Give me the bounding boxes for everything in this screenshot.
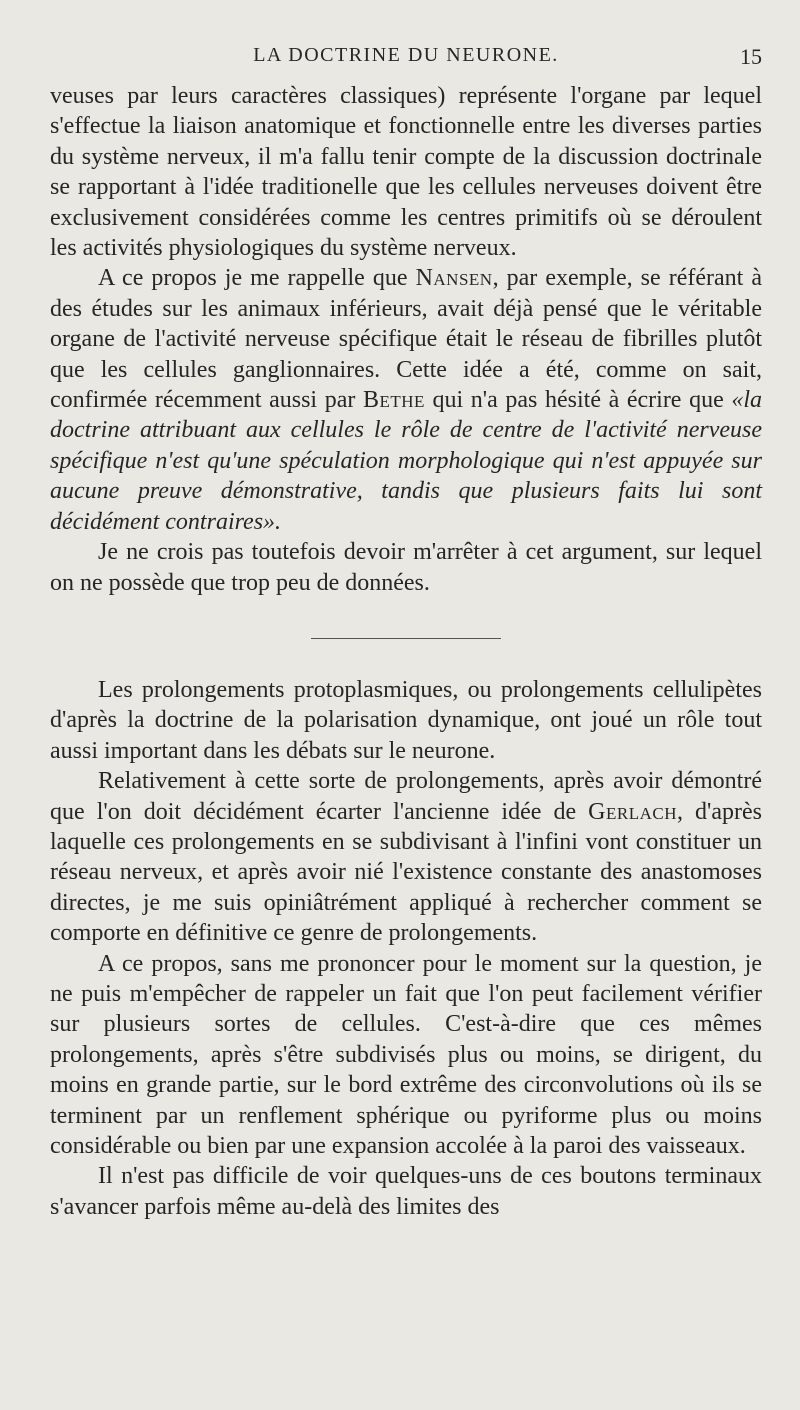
paragraph-text: veuses par leurs caractères classiques) représente l'organe par lequel s'effectue la liaison anatomique et fonctionnelle entre les diverses parties du système nerveux, il m'a fallu tenir compte de la discussion doctrinale se rapportant à l'idée traditionelle que les cellules nerveuses doivent être exclusivement considérées comme les centres primitifs où se déroulent les activités physiologiques du système nerveux. [50, 83, 762, 262]
paragraph-text: A ce propos, sans me prononcer pour le moment sur la question, je ne puis m'empêcher de rappeler un fait que l'on peut facilement vérifier sur plusieurs sortes de cellules. C'est-à-dire que ces mêmes prolongements, après s'être subdivisés plus ou moins, se dirigent, du moins en grande partie, sur le bord extrême des circonvolutions où ils se terminent par un renflement sphérique ou pyriforme plus ou moins considérable ou bien par une expansion accolée à la paroi des vaisseaux. [50, 950, 762, 1159]
paragraph-text: Les prolongements protoplasmiques, ou prolongements cellulipètes d'après la doctrine de la polarisation dynamique, ont joué un rôle tout aussi important dans les débats sur le neurone. [50, 676, 762, 764]
bethe-quotation: «la doctrine attribuant aux cellules le rôle de centre de l'activité nerveuse spécifique n'est qu'une spéculation morphologique qui n'est appuyée sur aucune preuve démonstrative, tandis que plusieurs faits lui sont décidément contraires». [50, 387, 763, 535]
author-name-nansen: Nansen [415, 265, 493, 292]
paragraph-terminaison [50, 949, 762, 1162]
paragraph-text: Je ne crois pas toutefois devoir m'arrêter à cet argument, sur lequel on ne possède que trop peu de données. [50, 539, 762, 596]
body-text [50, 81, 762, 1222]
paragraph-text: qui n'a pas hésité à écrire que [424, 387, 732, 414]
paragraph-text: , par exemple, se référant à des études sur les animaux inférieurs, avait déjà pensé que le véritable organe de l'activité nerveuse spécifique était le réseau de fibrilles plutôt que les cellules ganglionnaires. Cette idée a été, comme on sait, confirmée récemment aussi par [50, 265, 762, 414]
paragraph-argument [50, 537, 762, 598]
paragraph-text: A ce propos je me rappelle que [98, 265, 416, 292]
paragraph-gerlach [50, 766, 762, 948]
running-head [50, 44, 762, 74]
paragraph-text: Il n'est pas difficile de voir quelques-uns de ces boutons terminaux s'avancer parfois même au-delà des limites des [50, 1163, 762, 1220]
author-name-gerlach: Gerlach [588, 798, 677, 825]
paragraph-continued [50, 81, 762, 263]
paragraph-nansen-bethe [50, 263, 762, 537]
paragraph-boutons [50, 1161, 762, 1222]
paragraph-text: Relativement à cette sorte de prolongements, après avoir démontré que l'on doit décidément écarter l'ancienne idée de [50, 768, 762, 825]
running-title: LA DOCTRINE DU NEURONE. [253, 44, 559, 66]
paragraph-prolongements [50, 675, 762, 766]
author-name-bethe: Bethe [362, 387, 425, 414]
page-number: 15 [740, 44, 762, 69]
section-divider [311, 638, 501, 639]
paragraph-text: , d'après laquelle ces prolongements en se subdivisant à l'infini vont constituer un réseau nerveux, et après avoir nié l'existence constante des anastomoses directes, je me suis opiniâtrément appliqué à rechercher comment se comporte en définitive ce genre de prolongements. [50, 798, 762, 947]
